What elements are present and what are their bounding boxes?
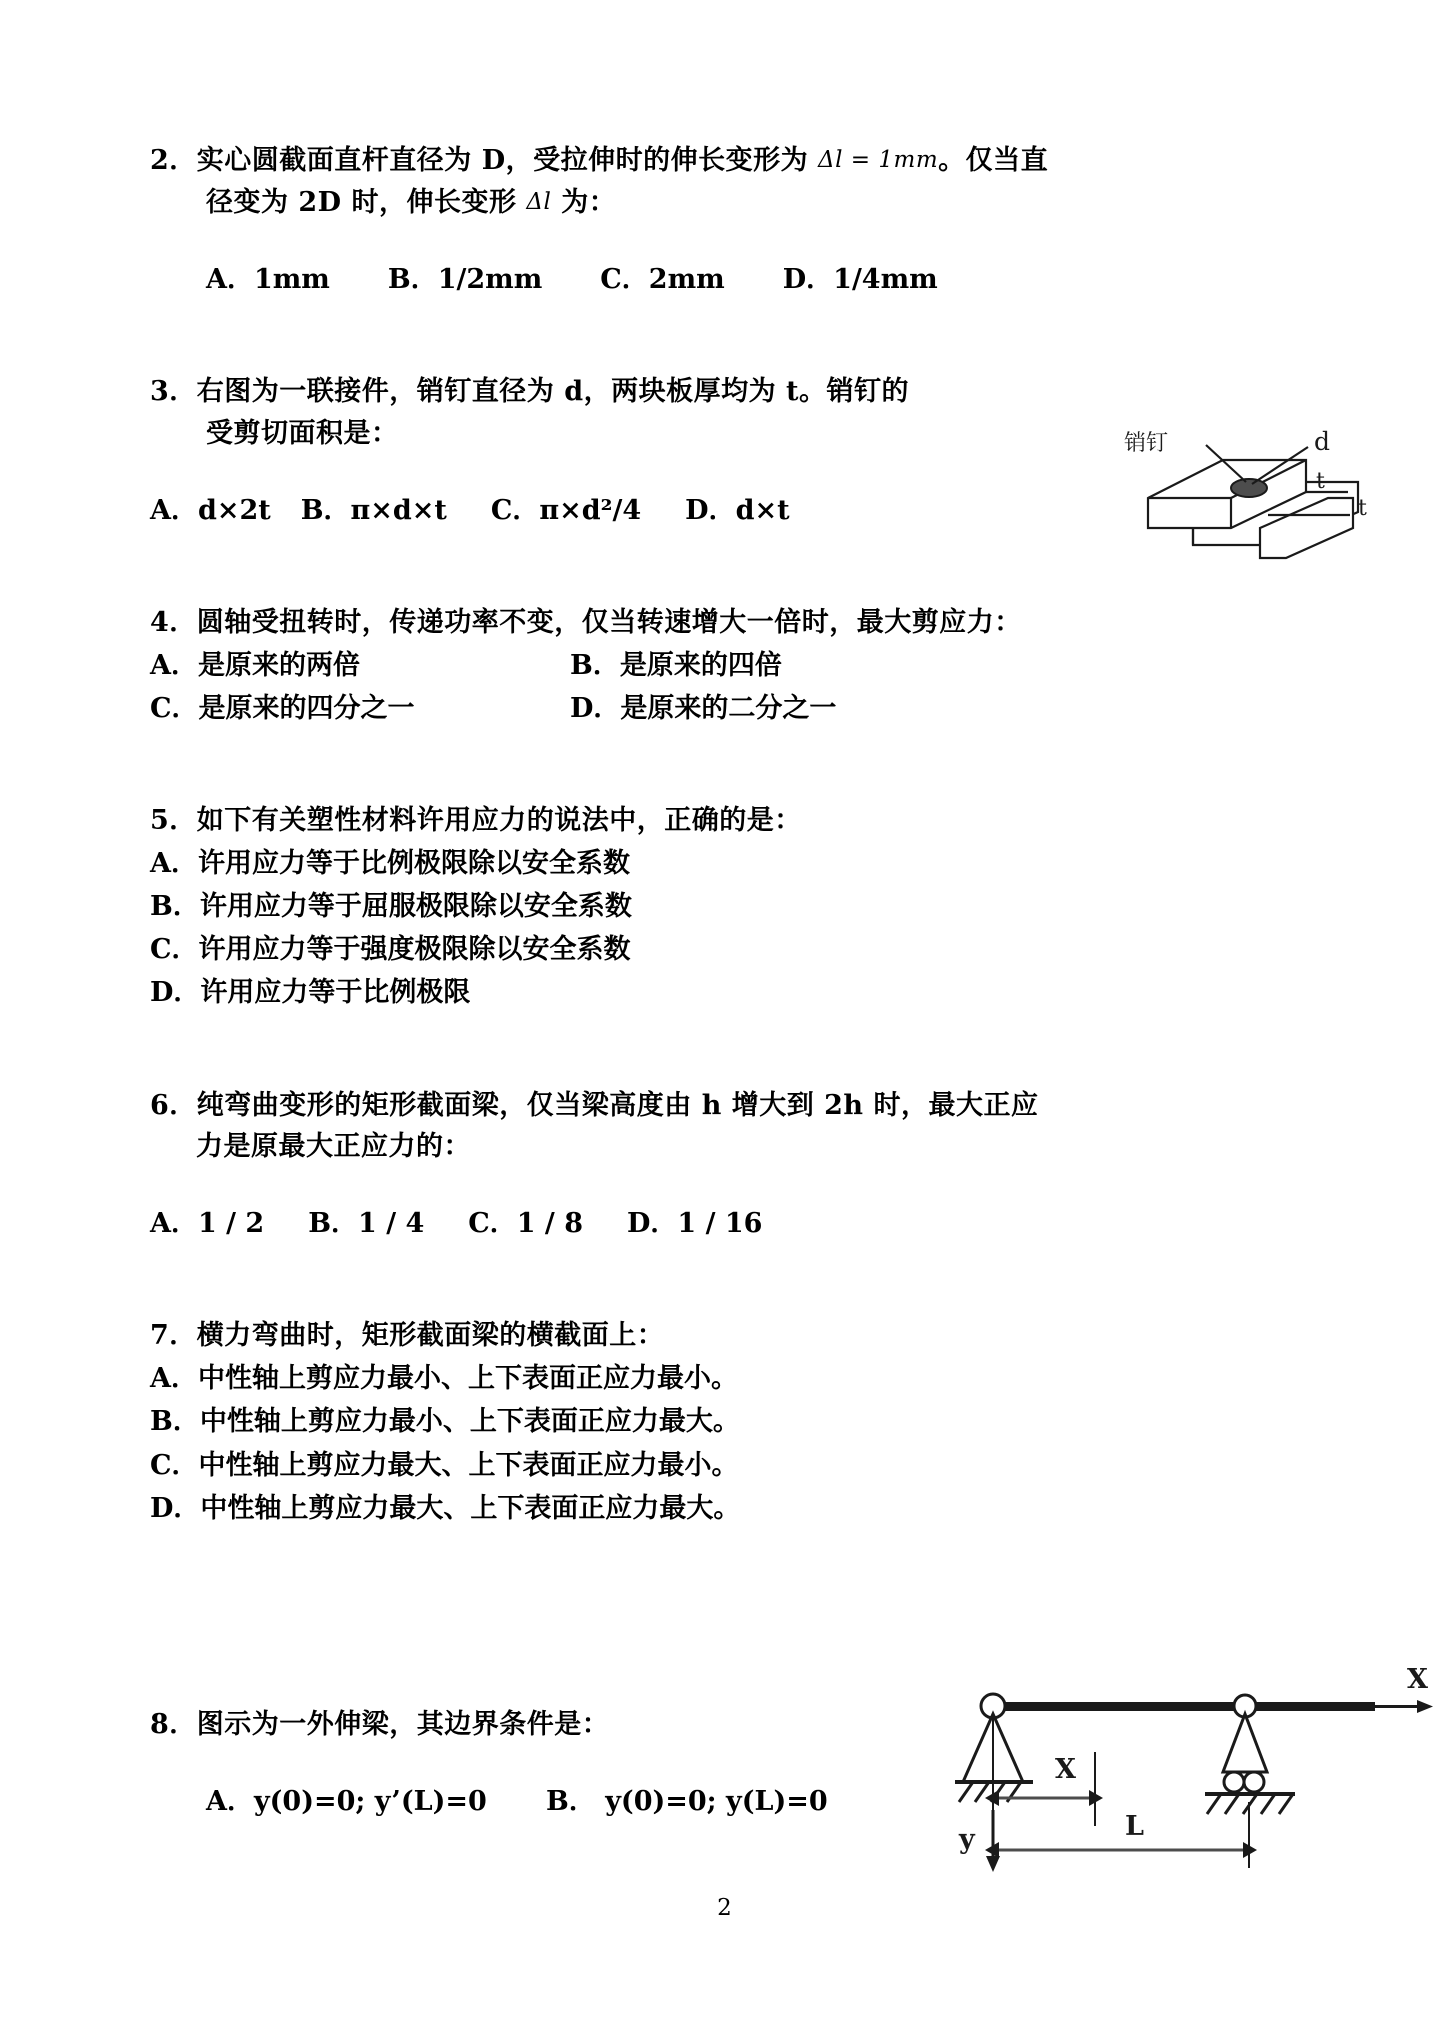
question-7-number: 7．: [150, 1320, 197, 1352]
question-3-text-1: 右图为一联接件，销钉直径为 d，两块板厚均为 t。销钉的: [196, 375, 909, 407]
option-label: C．: [150, 692, 199, 724]
option-label: D．: [570, 692, 621, 724]
question-6-line-2: [150, 1126, 1310, 1168]
option-text: 许用应力等于比例极限: [200, 977, 471, 1009]
question-6-number: 6．: [150, 1089, 197, 1121]
option-label: B．: [150, 1406, 200, 1438]
option-label: A．: [150, 494, 198, 526]
option-label: A．: [150, 1208, 198, 1240]
option-text: 是原来的二分之一: [620, 692, 837, 724]
question-2-line-2: [150, 182, 1310, 224]
option-label: D．: [626, 1208, 678, 1240]
option-text: 中性轴上剪应力最小、上下表面正应力最小。: [197, 1363, 738, 1395]
option-text: d×2t: [197, 494, 271, 526]
option-text: π×d²/4: [539, 494, 642, 526]
question-7-text-1: 横力弯曲时，矩形截面梁的横截面上：: [196, 1320, 665, 1352]
question-8-number: 8．: [150, 1709, 197, 1741]
pin-head: [1231, 479, 1267, 497]
option-label: B．: [387, 263, 438, 295]
question-2-options: [150, 258, 1310, 301]
option-text: 许用应力等于强度极限除以安全系数: [198, 934, 631, 966]
option-text: 是原来的两倍: [197, 649, 360, 681]
option-text: 是原来的四分之一: [198, 692, 415, 724]
option-label: A．: [206, 1785, 254, 1817]
question-2-number: 2．: [150, 145, 197, 176]
question-2-text-1a: 实心圆截面直杆直径为 D，受拉伸时的伸长变形为: [196, 145, 819, 176]
question-3-option-c: [491, 489, 641, 532]
pin-connection-diagram: [1118, 420, 1438, 570]
pin-label: 销钉: [1124, 431, 1169, 456]
beam-body: [985, 1702, 1375, 1711]
option-label: B．: [300, 494, 351, 526]
question-6-option-a: [150, 1202, 264, 1245]
roller-left: [1224, 1772, 1244, 1792]
question-5-text-1: 如下有关塑性材料许用应力的说法中，正确的是：: [196, 804, 802, 836]
option-text: 1 / 16: [677, 1208, 763, 1240]
option-text: 1mm: [253, 263, 330, 295]
question-2-text-2b: 为：: [551, 186, 617, 218]
option-label: B．: [570, 649, 620, 681]
option-text: 1/2mm: [437, 263, 543, 295]
question-2-option-b: [388, 258, 542, 301]
option-label: B．: [308, 1208, 359, 1240]
question-4-line-1: [150, 602, 1310, 644]
option-label: D．: [150, 977, 201, 1009]
option-text: 1 / 2: [197, 1208, 265, 1240]
thickness-label-bottom: t: [1358, 496, 1367, 521]
question-5-number: 5．: [150, 804, 197, 836]
question-6-line-1: [150, 1085, 1310, 1127]
question-7-option-a: [150, 1357, 1310, 1400]
question-3-option-a: [150, 489, 271, 532]
question-2-option-d: [783, 258, 938, 301]
option-label: A．: [150, 649, 198, 681]
question-6: [150, 1085, 1310, 1246]
option-label: A．: [150, 847, 198, 879]
option-text: y(0)=0; y(L)=0: [605, 1785, 828, 1817]
question-7: [150, 1315, 1310, 1530]
option-label: D．: [782, 263, 834, 295]
question-4-option-d: [570, 687, 836, 730]
question-4-text-1: 圆轴受扭转时，传递功率不变，仅当转速增大一倍时，最大剪应力：: [196, 606, 1022, 638]
option-label: D．: [150, 1492, 201, 1524]
question-5: [150, 800, 1310, 1015]
option-text: π×d×t: [350, 494, 447, 526]
question-2-math-2: Δl: [526, 188, 552, 215]
question-4-option-b: [570, 644, 782, 687]
question-7-line-1: [150, 1315, 1310, 1357]
question-2-text-2a: 径变为 2D 时，伸长变形: [206, 186, 527, 218]
question-6-text-2: 力是原最大正应力的：: [196, 1131, 471, 1163]
question-4-options-row-1: [150, 644, 1310, 687]
question-5-option-c: [150, 928, 1310, 971]
question-6-text-1: 纯弯曲变形的矩形截面梁，仅当梁高度由 h 增大到 2h 时，最大正应: [196, 1089, 1039, 1121]
option-text: 1 / 4: [358, 1208, 425, 1240]
question-4-option-a: [150, 644, 570, 687]
option-label: C．: [490, 494, 540, 526]
question-8-text-1: 图示为一外伸梁，其边界条件是：: [196, 1709, 610, 1741]
x-axis-arrowhead: [1417, 1700, 1433, 1713]
option-label: C．: [600, 263, 649, 295]
question-4-options-row-2: [150, 687, 1310, 730]
option-label: A．: [150, 1363, 198, 1395]
option-label: D．: [685, 494, 736, 526]
question-4-option-c: [150, 687, 570, 730]
option-text: 2mm: [648, 263, 725, 295]
question-5-option-b: [150, 885, 1310, 928]
page-content: [150, 140, 1310, 1823]
question-3-text-2: 受剪切面积是：: [206, 417, 399, 449]
option-text: 许用应力等于屈服极限除以安全系数: [199, 891, 632, 922]
question-3-line-1: [150, 371, 1310, 413]
option-label: A．: [206, 263, 254, 295]
x-dimension-label: X: [1055, 1754, 1076, 1785]
question-8-option-a: [206, 1780, 546, 1823]
question-2: [150, 140, 1310, 301]
option-label: C．: [150, 1449, 199, 1481]
question-8-option-b: [546, 1780, 828, 1823]
diameter-label: d: [1314, 427, 1331, 456]
x-axis-label: X: [1407, 1664, 1428, 1695]
option-label: C．: [150, 934, 199, 966]
l-dimension-label: L: [1125, 1811, 1144, 1842]
y-axis-label: y: [959, 1824, 975, 1855]
option-text: y(0)=0; y’(L)=0: [253, 1785, 487, 1817]
question-7-option-d: [150, 1487, 1310, 1530]
question-3-option-d: [685, 489, 789, 532]
overhanging-beam-svg: [955, 1664, 1435, 1920]
option-text: 中性轴上剪应力最大、上下表面正应力最大。: [200, 1492, 741, 1524]
question-6-option-b: [308, 1202, 424, 1245]
question-6-option-c: [468, 1202, 583, 1245]
question-5-option-d: [150, 971, 1310, 1014]
option-text: 1/4mm: [833, 263, 938, 295]
right-support-triangle: [1223, 1714, 1267, 1772]
option-text: 许用应力等于比例极限除以安全系数: [197, 847, 630, 879]
question-2-math-1: Δl = 1mm: [818, 147, 939, 173]
roller-right: [1244, 1772, 1264, 1792]
pin-connection-svg: [1118, 420, 1438, 570]
option-label: C．: [468, 1208, 517, 1240]
question-5-line-1: [150, 800, 1310, 842]
question-4-number: 4．: [150, 606, 197, 638]
option-text: 是原来的四倍: [619, 649, 782, 681]
page-number: 2: [717, 1895, 732, 1921]
question-6-options: [150, 1202, 1310, 1245]
question-2-option-a: [206, 258, 330, 301]
question-7-option-b: [150, 1400, 1310, 1443]
question-7-option-c: [150, 1444, 1310, 1487]
y-axis-arrowhead: [986, 1856, 1000, 1872]
option-label: B．: [546, 1785, 596, 1817]
question-2-option-c: [600, 258, 724, 301]
option-text: d×t: [735, 494, 790, 526]
question-3-number: 3．: [150, 375, 197, 407]
overhanging-beam-diagram: [955, 1664, 1435, 1920]
question-3-option-b: [301, 489, 447, 532]
option-label: B．: [150, 891, 200, 922]
question-2-line-1: [150, 140, 1310, 182]
option-text: 中性轴上剪应力最小、上下表面正应力最大。: [199, 1406, 740, 1438]
question-4: [150, 602, 1310, 730]
option-text: 中性轴上剪应力最大、上下表面正应力最小。: [198, 1449, 739, 1481]
question-2-text-1b: 。仅当直: [938, 145, 1049, 176]
question-6-option-d: [627, 1202, 762, 1245]
thickness-label-top: t: [1316, 469, 1325, 494]
question-5-option-a: [150, 842, 1310, 885]
option-text: 1 / 8: [516, 1208, 583, 1240]
